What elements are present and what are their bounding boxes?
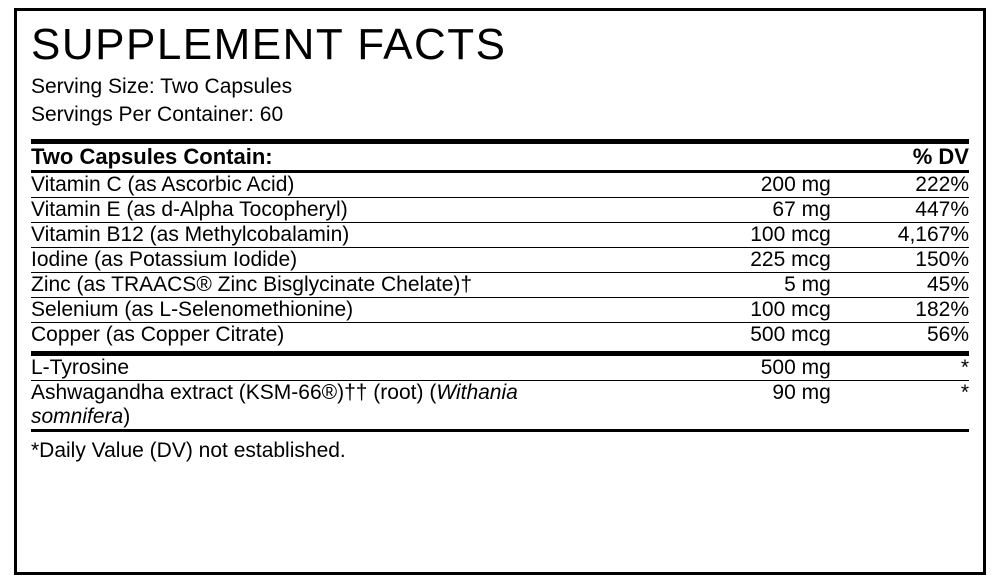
nutrient-name: Vitamin E (as d-Alpha Tocopheryl) <box>31 197 608 222</box>
table-row <box>31 322 969 347</box>
table-row <box>31 272 969 297</box>
nutrient-name: Iodine (as Potassium Iodide) <box>31 247 608 272</box>
table-row <box>31 222 969 247</box>
servings-per-container-text: Servings Per Container: 60 <box>31 102 284 126</box>
table-header-row <box>31 144 969 170</box>
page-title: SUPPLEMENT FACTS <box>31 20 507 69</box>
nutrient-dv: 45% <box>839 272 969 297</box>
label-frame <box>14 8 986 575</box>
nutrient-name: Vitamin C (as Ascorbic Acid) <box>31 172 295 196</box>
nutrient-rows <box>31 173 969 347</box>
nutrient-amount: 500 mcg <box>608 322 839 347</box>
nutrient-dv: 182% <box>839 297 969 322</box>
table-row <box>31 247 969 272</box>
nutrient-dv: 222% <box>915 172 969 196</box>
botanical-name <box>31 380 608 429</box>
botanical-name-suffix: ) <box>123 404 131 428</box>
nutrient-amount: 67 mg <box>608 197 839 222</box>
botanical-amount: 500 mg <box>760 355 831 379</box>
nutrient-dv: 4,167% <box>839 222 969 247</box>
botanical-name-text: Ashwagandha extract (KSM-66®)†† (root) ( <box>31 380 437 404</box>
botanical-dv: * <box>839 380 969 429</box>
table-row <box>31 356 969 381</box>
table-row <box>31 297 969 322</box>
table-row <box>31 380 969 429</box>
header-percent-dv: % DV <box>912 143 969 169</box>
nutrient-amount: 200 mg <box>760 172 831 196</box>
botanical-rows <box>31 356 969 429</box>
header-amount-per-serving: Two Capsules Contain: <box>31 143 273 169</box>
footnote-text: *Daily Value (DV) not established. <box>31 438 346 462</box>
botanical-dv: * <box>960 355 969 379</box>
nutrient-dv: 56% <box>839 322 969 347</box>
nutrient-name: Selenium (as L-Selenomethionine) <box>31 297 608 322</box>
nutrient-amount: 225 mcg <box>608 247 839 272</box>
nutrient-amount: 100 mcg <box>608 297 839 322</box>
nutrient-dv: 150% <box>839 247 969 272</box>
nutrient-name: Zinc (as TRAACS® Zinc Bisglycinate Chelate)† <box>31 272 608 297</box>
nutrient-name: Copper (as Copper Citrate) <box>31 322 608 347</box>
serving-size-text: Serving Size: Two Capsules <box>31 75 293 98</box>
table-row <box>31 173 969 198</box>
table-row <box>31 197 969 222</box>
nutrient-amount: 5 mg <box>608 272 839 297</box>
nutrient-dv: 447% <box>839 197 969 222</box>
botanical-name-text: L-Tyrosine <box>31 355 130 379</box>
header-amount-spacer <box>608 144 839 170</box>
botanical-name <box>31 356 608 381</box>
botanical-latin-name: Withania somnifera <box>31 380 518 428</box>
nutrient-table <box>31 144 969 170</box>
botanical-amount: 90 mg <box>608 380 839 429</box>
nutrient-amount: 100 mcg <box>608 222 839 247</box>
nutrient-name: Vitamin B12 (as Methylcobalamin) <box>31 222 608 247</box>
